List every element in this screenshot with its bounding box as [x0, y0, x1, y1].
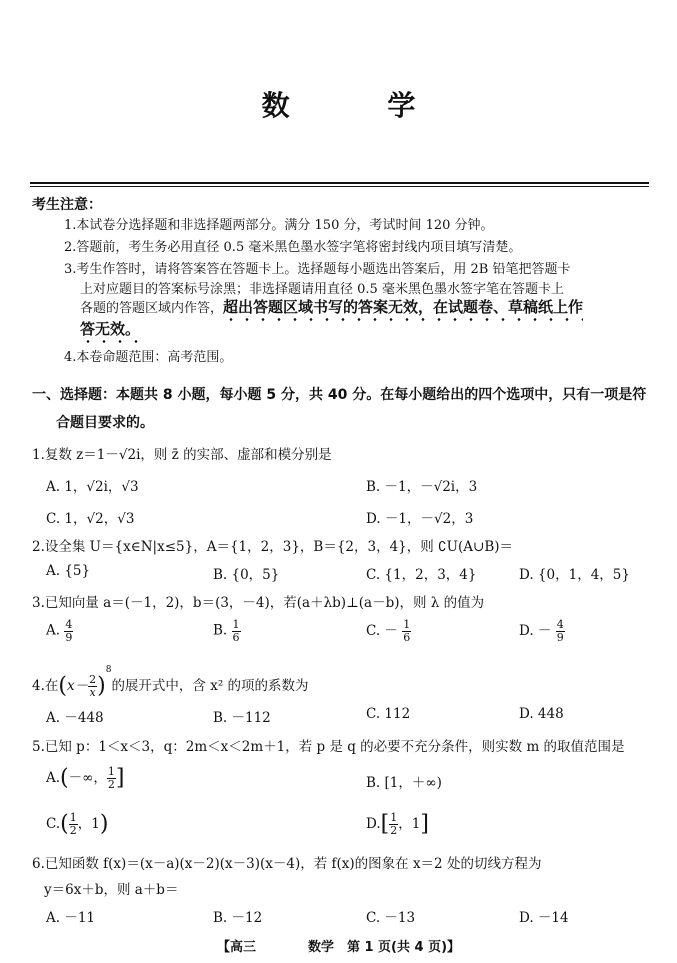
q1-option-a: A. 1，√2i，√3 [46, 479, 139, 495]
notice-emphasis-end: 答无效。 [80, 320, 140, 344]
notice-item-2: 2.答题前，考生务必用直径 0.5 毫米黑色墨水签字笔将密封线内项目填写清楚。 [64, 240, 522, 255]
option-label: D. － [519, 623, 552, 639]
question-4-stem [32, 665, 309, 699]
numerator: 1 [232, 618, 240, 631]
question-2-stem: 2.设全集 U＝{x∈N|x≤5}，A＝{1，2，3}，B＝{2，3，4}，则 ∁U(A∪B)＝ [32, 539, 514, 555]
notice-item-1: 1.本试卷分选择题和非选择题两部分。满分 150 分，考试时间 120 分钟。 [64, 218, 494, 233]
q4-option-c: C. 112 [366, 706, 411, 722]
question-1-stem: 1.复数 z＝1－√2i，则 z̄ 的实部、虚部和模分别是 [32, 447, 332, 463]
notice-item-3-cont3 [80, 318, 140, 339]
option-label: C. [46, 816, 61, 832]
question-6-stem: 6.已知函数 f(x)＝(x－a)(x－2)(x－3)(x－4)，若 f(x)的图象在 x＝2 处的切线方程为 [32, 856, 542, 872]
fraction [402, 619, 411, 643]
fraction [232, 619, 241, 643]
numerator: 4 [65, 618, 73, 631]
q6-option-d: D. －14 [519, 910, 569, 926]
interval-text: ，1 [398, 816, 421, 832]
denominator: 9 [556, 631, 564, 644]
denominator: 6 [403, 631, 411, 644]
q3-option-b [213, 619, 241, 643]
interval-text: ，1 [77, 816, 100, 832]
stem-text: 的展开式中，含 x² 的项的系数为 [111, 678, 309, 694]
option-label: D. [366, 816, 381, 832]
expr-text: x－ [66, 678, 89, 694]
numerator: 1 [69, 811, 77, 825]
q6-option-a: A. －11 [46, 910, 96, 926]
q6-option-c: C. －13 [366, 910, 416, 926]
q6-option-b: B. －12 [213, 910, 263, 926]
option-label: C. － [366, 623, 398, 639]
fraction [69, 812, 78, 836]
numerator: 2 [89, 673, 97, 687]
q4-option-b: B. －112 [213, 710, 271, 726]
question-3-stem: 3.已知向量 a＝(－1，2)，b＝(3，－4)，若(a＋λb)⊥(a－b)，则 λ 的值为 [32, 595, 485, 611]
q2-option-b: B. {0，5} [213, 567, 280, 583]
option-label: A. [46, 770, 61, 786]
fraction [107, 766, 116, 790]
numerator: 4 [556, 618, 564, 632]
notice-item-3: 3.考生作答时，请将答案答在答题卡上。选择题每小题选出答案后，用 2B 铅笔把答题卡 [64, 262, 571, 277]
notice-item-3-cont: 上对应题目的答案标号涂黑；非选择题请用直径 0.5 毫米黑色墨水签字笔在答题卡上 [80, 282, 564, 297]
bracket-open: ( [60, 765, 69, 791]
q3-option-d [519, 619, 565, 644]
bracket-close: ) [99, 811, 109, 837]
numerator: 1 [390, 811, 398, 825]
paren-open: ( [58, 673, 67, 699]
page-footer: 【高三 数学 第 1 页(共 4 页)】 [216, 940, 461, 955]
denominator: 6 [232, 630, 240, 644]
option-label: A. [46, 622, 61, 639]
question-5-stem: 5.已知 p：1＜x＜3，q：2m＜x＜2m＋1，若 p 是 q 的必要不充分条件，则实数 m 的取值范围是 [32, 739, 625, 755]
header-rule-thick [30, 182, 649, 184]
bracket-close: ] [420, 811, 429, 837]
q2-option-d: D. {0，1，4，5} [519, 567, 630, 583]
numerator: 1 [403, 618, 411, 632]
q1-option-b: B. －1，－√2i，3 [366, 479, 478, 495]
bracket-open: [ [380, 811, 390, 837]
denominator: 9 [65, 630, 73, 644]
q4-option-d: D. 448 [519, 706, 564, 722]
page-title: 数 学 [261, 89, 460, 122]
section-heading-cont: 合题目要求的。 [56, 415, 154, 431]
denominator: 2 [107, 778, 115, 791]
q5-option-a [46, 766, 124, 791]
option-label: B. [213, 622, 228, 639]
q5-option-b: B. [1，＋∞) [366, 775, 442, 791]
bracket-open: ( [60, 811, 69, 837]
interval-text: －∞， [68, 770, 107, 786]
q5-option-d [366, 812, 429, 837]
fraction [88, 674, 97, 698]
header-rule-thin [30, 186, 649, 187]
exponent: 8 [105, 665, 112, 675]
q5-option-c [46, 812, 108, 837]
denominator: x [89, 686, 96, 699]
denominator: 2 [69, 824, 77, 837]
q3-option-c [366, 619, 411, 644]
notice-text: 各题的答题区域内作答， [80, 301, 224, 316]
q1-option-c: C. 1，√2，√3 [46, 511, 135, 527]
notice-emphasis: 超出答题区域书写的答案无效，在试题卷、草稿纸上作 [223, 298, 583, 322]
numerator: 1 [107, 765, 115, 779]
paren-close: ) [97, 673, 106, 699]
notice-heading: 考生注意： [32, 197, 102, 213]
bracket-close: ] [115, 765, 125, 791]
q2-option-c: C. {1，2，3，4} [366, 567, 477, 583]
fraction [556, 619, 565, 643]
notice-item-3-cont2 [80, 296, 583, 317]
fraction [64, 619, 73, 643]
denominator: 2 [390, 824, 398, 837]
q2-option-a: A. {5} [46, 563, 91, 579]
q3-option-a [46, 619, 73, 643]
fraction [389, 812, 398, 836]
section-heading: 一、选择题：本题共 8 小题，每小题 5 分，共 40 分。在每小题给出的四个选项中，只有一项是符 [32, 387, 647, 403]
q4-option-a: A. －448 [46, 710, 104, 726]
notice-item-4: 4.本卷命题范围：高考范围。 [64, 350, 233, 365]
q1-option-d: D. －1，－√2，3 [366, 511, 474, 527]
stem-text: 4.在 [32, 678, 59, 694]
question-6-stem-cont: y＝6x＋b，则 a＋b＝ [44, 882, 179, 898]
